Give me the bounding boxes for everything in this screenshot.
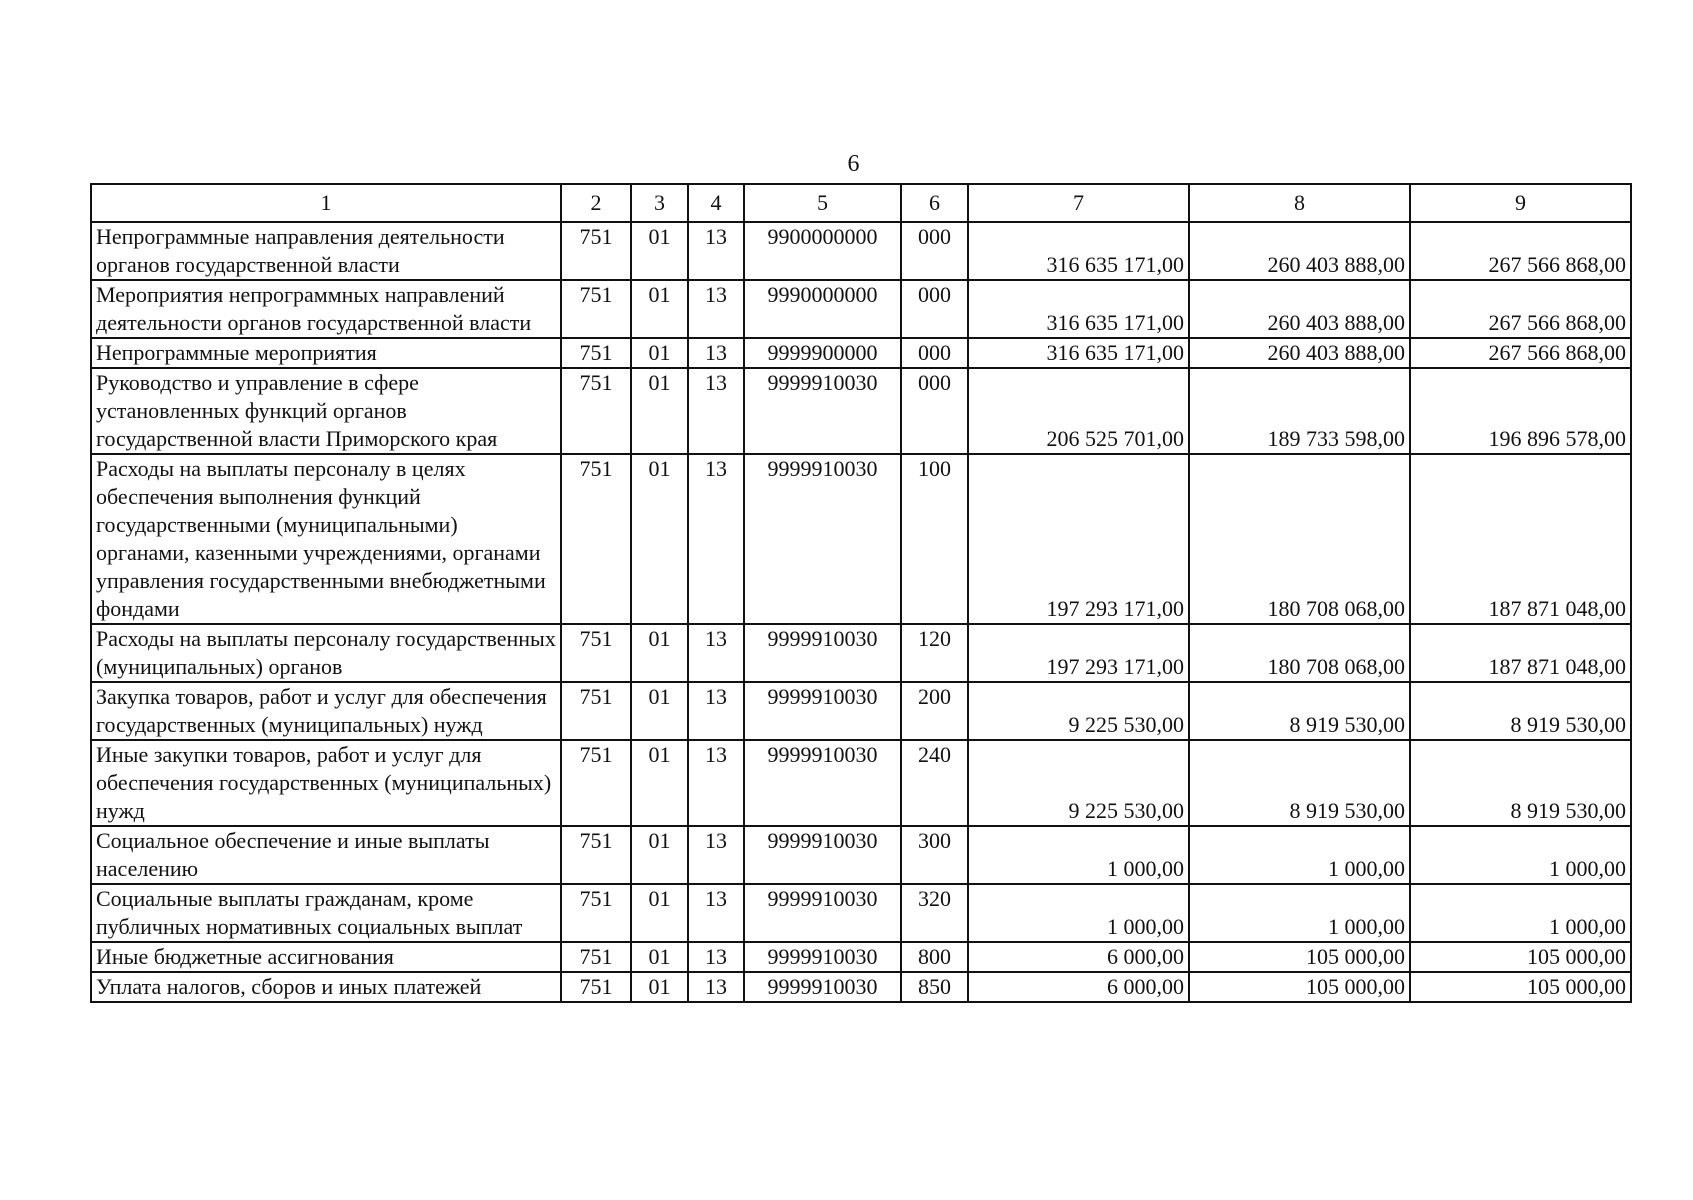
amount-col9-cell: 187 871 048,00: [1410, 624, 1631, 682]
subsection-code-cell: 13: [688, 740, 744, 826]
amount-col8-cell: 180 708 068,00: [1189, 454, 1410, 624]
subsection-code-cell: 13: [688, 972, 744, 1002]
section-code-cell: 01: [631, 368, 688, 454]
expense-type-cell: 000: [901, 222, 968, 280]
amount-col9-cell: 267 566 868,00: [1410, 222, 1631, 280]
amount-col8-cell: 260 403 888,00: [1189, 338, 1410, 368]
ministry-code-cell: 751: [561, 884, 631, 942]
subsection-code-cell: 13: [688, 884, 744, 942]
amount-col9-cell: 8 919 530,00: [1410, 682, 1631, 740]
column-number-cell: 5: [744, 184, 901, 222]
amount-col8-cell: 8 919 530,00: [1189, 740, 1410, 826]
expense-name-cell: Расходы на выплаты персоналу в целях обеспечения выполнения функций государственными (муниципальными) органами, казенными учреждениями, органами управления государственными внебюджетными фондами: [91, 454, 561, 624]
expense-name-cell: Непрограммные направления деятельности органов государственной власти: [91, 222, 561, 280]
ministry-code-cell: 751: [561, 972, 631, 1002]
ministry-code-cell: 751: [561, 338, 631, 368]
column-number-cell: 4: [688, 184, 744, 222]
amount-col7-cell: 316 635 171,00: [968, 338, 1189, 368]
amount-col7-cell: 1 000,00: [968, 826, 1189, 884]
expense-type-cell: 320: [901, 884, 968, 942]
ministry-code-cell: 751: [561, 682, 631, 740]
target-article-cell: 9999910030: [744, 942, 901, 972]
amount-col9-cell: 196 896 578,00: [1410, 368, 1631, 454]
ministry-code-cell: 751: [561, 222, 631, 280]
expense-type-cell: 000: [901, 368, 968, 454]
subsection-code-cell: 13: [688, 624, 744, 682]
section-code-cell: 01: [631, 624, 688, 682]
page-number: 6: [847, 151, 860, 177]
section-code-cell: 01: [631, 740, 688, 826]
section-code-cell: 01: [631, 454, 688, 624]
table-row: [91, 222, 1631, 280]
section-code-cell: 01: [631, 826, 688, 884]
expense-type-cell: 000: [901, 338, 968, 368]
subsection-code-cell: 13: [688, 222, 744, 280]
column-number-cell: 6: [901, 184, 968, 222]
target-article-cell: 9999910030: [744, 884, 901, 942]
table-row: [91, 942, 1631, 972]
expense-type-cell: 800: [901, 942, 968, 972]
expense-name-cell: Руководство и управление в сфере установленных функций органов государственной власти Приморского края: [91, 368, 561, 454]
subsection-code-cell: 13: [688, 682, 744, 740]
expense-type-cell: 240: [901, 740, 968, 826]
section-code-cell: 01: [631, 884, 688, 942]
column-number-cell: 2: [561, 184, 631, 222]
amount-col8-cell: 260 403 888,00: [1189, 280, 1410, 338]
amount-col7-cell: 316 635 171,00: [968, 280, 1189, 338]
section-code-cell: 01: [631, 972, 688, 1002]
expense-name-cell: Расходы на выплаты персоналу государственных (муниципальных) органов: [91, 624, 561, 682]
ministry-code-cell: 751: [561, 942, 631, 972]
column-number-row: [91, 184, 1631, 222]
amount-col7-cell: 206 525 701,00: [968, 368, 1189, 454]
table-row: [91, 280, 1631, 338]
section-code-cell: 01: [631, 942, 688, 972]
section-code-cell: 01: [631, 338, 688, 368]
amount-col9-cell: 1 000,00: [1410, 826, 1631, 884]
target-article-cell: 9999900000: [744, 338, 901, 368]
expense-name-cell: Мероприятия непрограммных направлений деятельности органов государственной власти: [91, 280, 561, 338]
target-article-cell: 9999910030: [744, 368, 901, 454]
amount-col7-cell: 197 293 171,00: [968, 454, 1189, 624]
expense-name-cell: Иные закупки товаров, работ и услуг для обеспечения государственных (муниципальных) нужд: [91, 740, 561, 826]
ministry-code-cell: 751: [561, 454, 631, 624]
amount-col9-cell: 267 566 868,00: [1410, 280, 1631, 338]
subsection-code-cell: 13: [688, 280, 744, 338]
table-row: [91, 682, 1631, 740]
table-row: [91, 368, 1631, 454]
ministry-code-cell: 751: [561, 624, 631, 682]
subsection-code-cell: 13: [688, 338, 744, 368]
column-number-cell: 7: [968, 184, 1189, 222]
amount-col8-cell: 1 000,00: [1189, 884, 1410, 942]
table-row: [91, 338, 1631, 368]
table-row: [91, 826, 1631, 884]
subsection-code-cell: 13: [688, 368, 744, 454]
target-article-cell: 9900000000: [744, 222, 901, 280]
ministry-code-cell: 751: [561, 368, 631, 454]
column-number-cell: 9: [1410, 184, 1631, 222]
section-code-cell: 01: [631, 280, 688, 338]
expense-type-cell: 200: [901, 682, 968, 740]
amount-col7-cell: 316 635 171,00: [968, 222, 1189, 280]
column-number-cell: 1: [91, 184, 561, 222]
expense-type-cell: 100: [901, 454, 968, 624]
amount-col8-cell: 105 000,00: [1189, 972, 1410, 1002]
target-article-cell: 9999910030: [744, 682, 901, 740]
amount-col9-cell: 267 566 868,00: [1410, 338, 1631, 368]
table-row: [91, 454, 1631, 624]
amount-col8-cell: 260 403 888,00: [1189, 222, 1410, 280]
amount-col9-cell: 105 000,00: [1410, 972, 1631, 1002]
expense-type-cell: 300: [901, 826, 968, 884]
target-article-cell: 9999910030: [744, 972, 901, 1002]
ministry-code-cell: 751: [561, 740, 631, 826]
amount-col7-cell: 9 225 530,00: [968, 682, 1189, 740]
ministry-code-cell: 751: [561, 826, 631, 884]
amount-col9-cell: 1 000,00: [1410, 884, 1631, 942]
expense-name-cell: Иные бюджетные ассигнования: [91, 942, 561, 972]
amount-col7-cell: 9 225 530,00: [968, 740, 1189, 826]
target-article-cell: 9990000000: [744, 280, 901, 338]
table-row: [91, 624, 1631, 682]
amount-col9-cell: 187 871 048,00: [1410, 454, 1631, 624]
target-article-cell: 9999910030: [744, 740, 901, 826]
amount-col8-cell: 105 000,00: [1189, 942, 1410, 972]
expense-name-cell: Уплата налогов, сборов и иных платежей: [91, 972, 561, 1002]
subsection-code-cell: 13: [688, 826, 744, 884]
amount-col9-cell: 8 919 530,00: [1410, 740, 1631, 826]
table-row: [91, 972, 1631, 1002]
budget-table: [90, 183, 1632, 1003]
expense-name-cell: Социальное обеспечение и иные выплаты населению: [91, 826, 561, 884]
amount-col8-cell: 189 733 598,00: [1189, 368, 1410, 454]
amount-col8-cell: 1 000,00: [1189, 826, 1410, 884]
expense-name-cell: Закупка товаров, работ и услуг для обеспечения государственных (муниципальных) нужд: [91, 682, 561, 740]
expense-name-cell: Социальные выплаты гражданам, кроме публичных нормативных социальных выплат: [91, 884, 561, 942]
amount-col7-cell: 6 000,00: [968, 972, 1189, 1002]
section-code-cell: 01: [631, 682, 688, 740]
amount-col9-cell: 105 000,00: [1410, 942, 1631, 972]
expense-type-cell: 850: [901, 972, 968, 1002]
column-number-cell: 8: [1189, 184, 1410, 222]
amount-col7-cell: 1 000,00: [968, 884, 1189, 942]
subsection-code-cell: 13: [688, 454, 744, 624]
target-article-cell: 9999910030: [744, 826, 901, 884]
target-article-cell: 9999910030: [744, 624, 901, 682]
section-code-cell: 01: [631, 222, 688, 280]
target-article-cell: 9999910030: [744, 454, 901, 624]
amount-col7-cell: 197 293 171,00: [968, 624, 1189, 682]
expense-name-cell: Непрограммные мероприятия: [91, 338, 561, 368]
amount-col8-cell: 180 708 068,00: [1189, 624, 1410, 682]
column-number-cell: 3: [631, 184, 688, 222]
expense-type-cell: 120: [901, 624, 968, 682]
amount-col7-cell: 6 000,00: [968, 942, 1189, 972]
expense-type-cell: 000: [901, 280, 968, 338]
ministry-code-cell: 751: [561, 280, 631, 338]
amount-col8-cell: 8 919 530,00: [1189, 682, 1410, 740]
subsection-code-cell: 13: [688, 942, 744, 972]
table-row: [91, 740, 1631, 826]
table-row: [91, 884, 1631, 942]
